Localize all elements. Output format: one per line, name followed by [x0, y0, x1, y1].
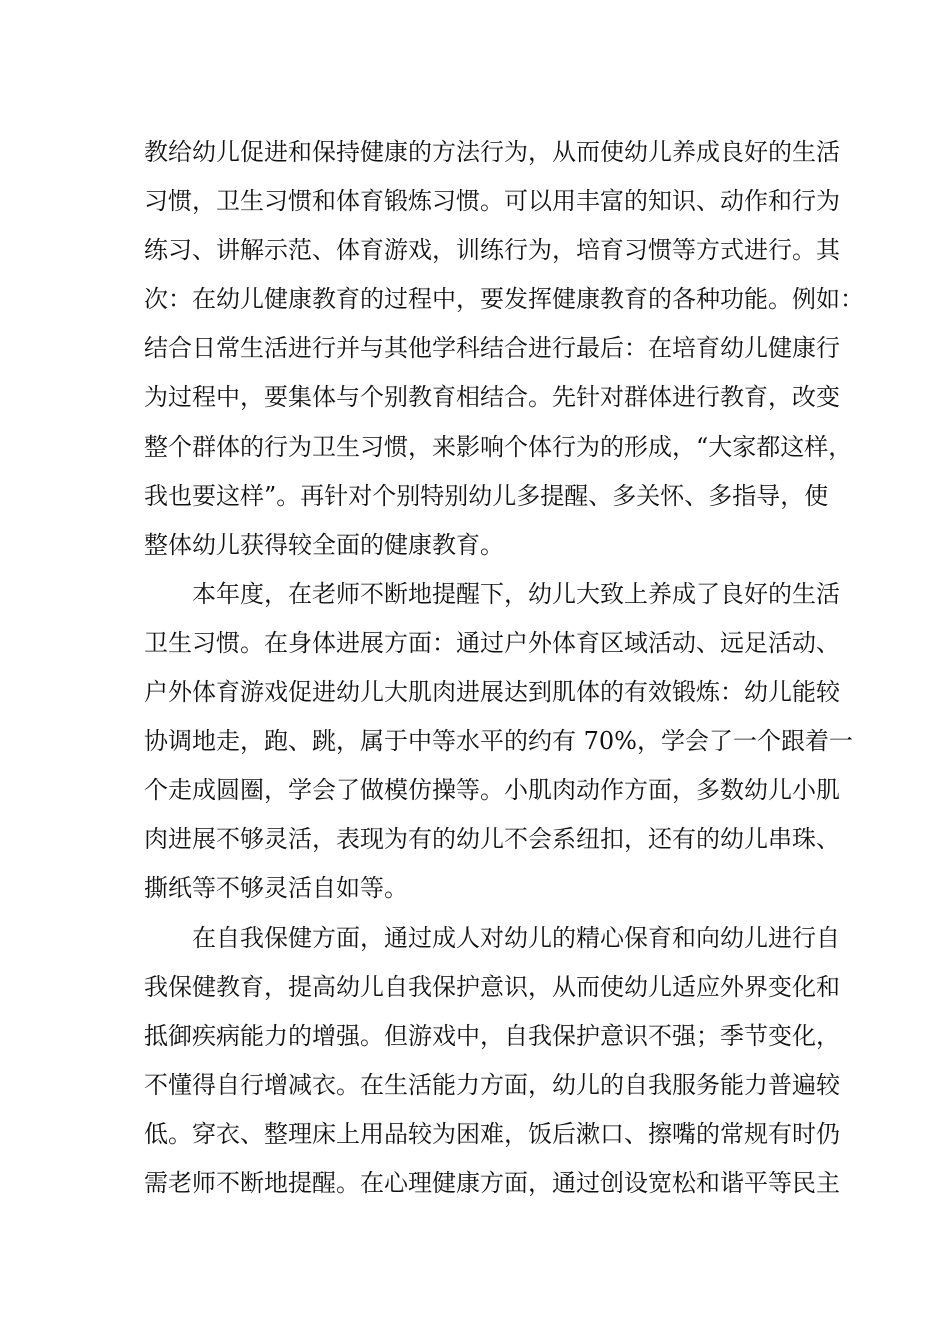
- text-line: 不懂得自行增减衣。在生活能力方面，幼儿的自我服务能力普遍较: [144, 1070, 840, 1099]
- text-line: 我也要这样”。再针对个别特别幼儿多提醒、多关怀、多指导，使: [144, 481, 829, 510]
- text-line: 低。穿衣、整理床上用品较为困难，饭后漱口、擦嘴的常规有时仍: [144, 1119, 840, 1148]
- text-line: 练习、讲解示范、体育游戏，训练行为，培育习惯等方式进行。其: [144, 236, 840, 265]
- text-line: 抵御疾病能力的增强。但游戏中，自我保护意识不强；季节变化，: [144, 1021, 840, 1050]
- text-line: 肉进展不够灵活，表现为有的幼儿不会系纽扣，还有的幼儿串珠、: [144, 825, 840, 854]
- text-line: 卫生习惯。在身体进展方面：通过户外体育区域活动、远足活动、: [144, 628, 840, 657]
- text-line: 整个群体的行为卫生习惯，来影响个体行为的形成，“大家都这样，: [144, 432, 853, 461]
- text-line: 次：在幼儿健康教育的过程中，要发挥健康教育的各种功能。例如：: [144, 285, 864, 314]
- text-line: 结合日常生活进行并与其他学科结合进行最后：在培育幼儿健康行: [144, 334, 840, 363]
- text-line: 教给幼儿促进和保持健康的方法行为，从而使幼儿养成良好的生活: [144, 138, 840, 166]
- text-line: 在自我保健方面，通过成人对幼儿的精心保育和向幼儿进行自: [192, 923, 840, 952]
- body-text: [144, 128, 864, 1208]
- text-line: 本年度，在老师不断地提醒下，幼儿大致上养成了良好的生活: [192, 579, 840, 608]
- text-line: 习惯，卫生习惯和体育锻炼习惯。可以用丰富的知识、动作和行为: [144, 187, 840, 216]
- text-line: 个走成圆圈，学会了做模仿操等。小肌肉动作方面，多数幼儿小肌: [144, 776, 840, 805]
- text-line: 需老师不断地提醒。在心理健康方面，通过创设宽松和谐平等民主: [144, 1168, 840, 1197]
- text-line: 协调地走，跑、跳，属于中等水平的约有 70%，学会了一个跟着一: [144, 727, 853, 756]
- text-line: 整体幼儿获得较全面的健康教育。: [144, 530, 504, 559]
- text-line: 为过程中，要集体与个别教育相结合。先针对群体进行教育，改变: [144, 383, 840, 412]
- text-line: 户外体育游戏促进幼儿大肌肉进展达到肌体的有效锻炼：幼儿能较: [144, 678, 840, 707]
- text-line: 我保健教育，提高幼儿自我保护意识，从而使幼儿适应外界变化和: [144, 972, 840, 1001]
- text-line: 撕纸等不够灵活自如等。: [144, 874, 408, 903]
